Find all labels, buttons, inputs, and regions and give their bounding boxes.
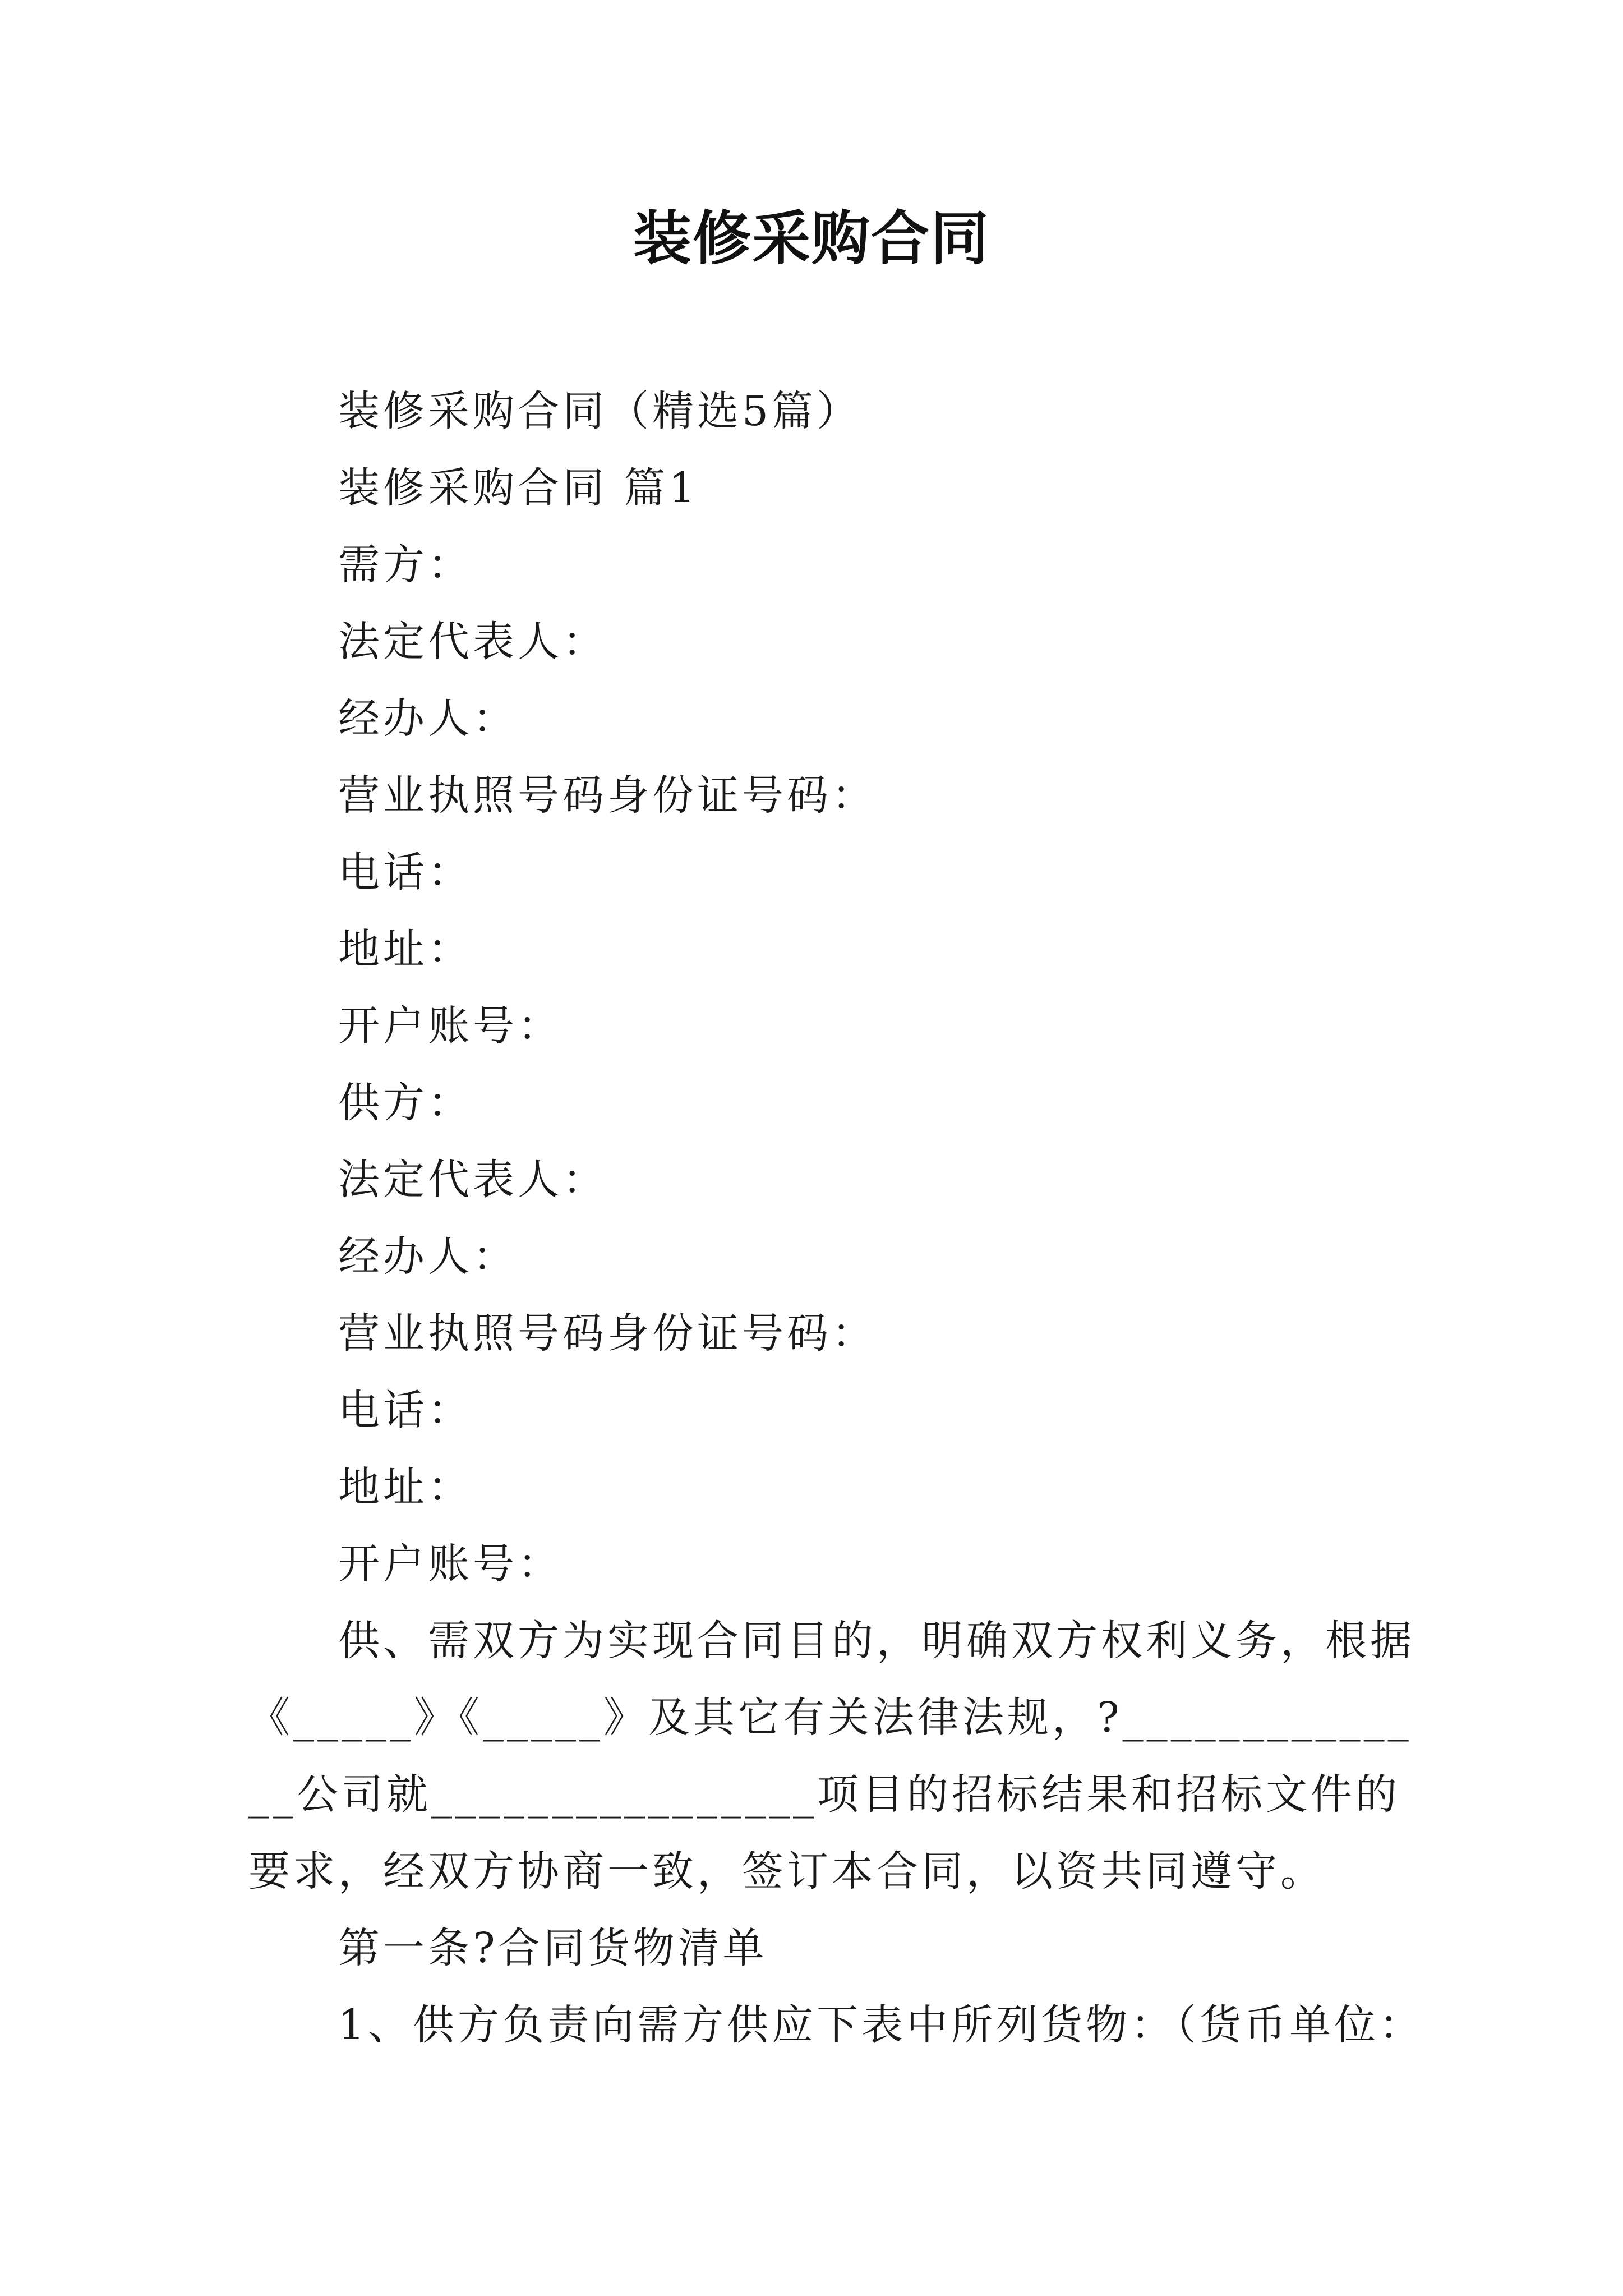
supplier-agent: 经办人：	[338, 1232, 518, 1281]
document-body	[248, 373, 1424, 2064]
buyer-label: 需方：	[338, 541, 473, 589]
supplier-license-id: 营业执照号码身份证号码：	[338, 1309, 877, 1358]
supplier-bank-account: 开户账号：	[338, 1540, 562, 1588]
supplier-phone: 电话：	[338, 1386, 473, 1434]
contract-preamble-paragraph: 供、需双方为实现合同目的，明确双方权利义务，根据《_____》《_____》及其它有关法律法规，?______________公司就________________项目的招标结果和招标文件的要求，经双方协商一致，签订本合同，以资共同遵守。	[248, 1617, 1415, 1895]
buyer-bank-account: 开户账号：	[338, 1002, 562, 1050]
article-1-heading: 第一条?合同货物清单	[338, 1924, 768, 1972]
article-1-item-1: 1、供方负责向需方供应下表中所列货物：（货币单位：	[338, 2001, 1424, 2049]
supplier-address: 地址：	[338, 1463, 473, 1511]
section-heading: 装修采购合同 篇1	[338, 464, 699, 512]
buyer-agent: 经办人：	[338, 694, 518, 743]
supplier-legal-representative: 法定代表人：	[338, 1156, 607, 1204]
buyer-address: 地址：	[338, 925, 473, 973]
buyer-phone: 电话：	[338, 848, 473, 896]
buyer-license-id: 营业执照号码身份证号码：	[338, 771, 877, 820]
buyer-legal-representative: 法定代表人：	[338, 618, 607, 666]
document-title: 装修采购合同	[633, 204, 990, 273]
supplier-label: 供方：	[338, 1079, 473, 1127]
subtitle-line: 装修采购合同（精选5篇）	[338, 387, 862, 435]
